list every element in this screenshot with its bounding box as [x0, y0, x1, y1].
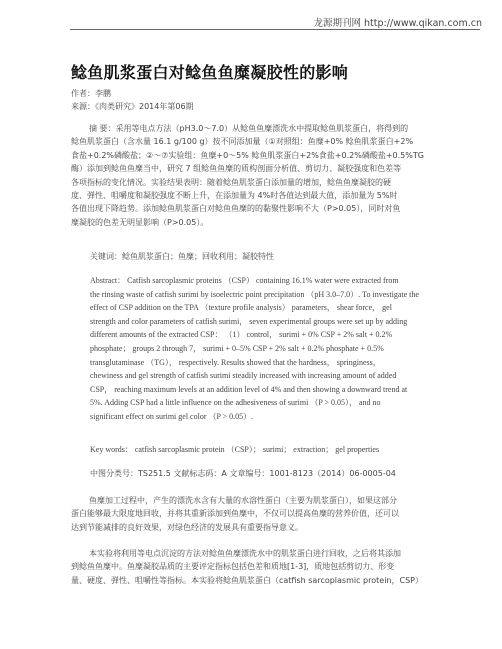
article-author: 作者：李鹏 [71, 89, 111, 98]
abstract-line: 食盐+0.2%磷酸盐；②～⑦实验组：鱼糜+0～5% 鲶鱼肌浆蛋白+2%食盐+0.2%磷酸盐+0.5%TG [71, 150, 424, 160]
abstract-line: effect of CSP addition on the TPA （texture profile analysis） parameters， shear force， gel [90, 303, 392, 313]
header-divider [70, 29, 480, 30]
abstract-line: chewiness and gel strength of catfish surimi steadily increased with increasing amount of added [90, 371, 397, 381]
abstract-line: transglutaminase （TG）， respectively. Results showed that the hardness， springiness， [90, 357, 381, 367]
chinese-keywords: 关键词：鲶鱼肌浆蛋白；鱼糜；回收利用；凝胶特性 [90, 252, 274, 261]
site-header[interactable]: 龙源期刊网 http://www.qikan.com.cn [313, 18, 482, 29]
abstract-line: 酶）添加到鲶鱼鱼糜当中，研究 7 组鲶鱼鱼糜的质构剖面分析值、剪切力、凝胶强度和色差等 [71, 164, 402, 174]
abstract-line: 摘 要：采用等电点方法（pH3.0～7.0）从鲶鱼鱼糜漂洗水中提取鲶鱼肌浆蛋白，将得到的 [89, 124, 409, 133]
body-line: 鱼糜加工过程中，产生的漂洗水含有大量的水溶性蛋白（主要为肌浆蛋白），如果这部分 [89, 496, 397, 505]
abstract-line: phosphate； groups 2 through 7， surimi + 0–5% CSP + 2% salt + 0.2% phosphate + 0.5% [90, 343, 384, 353]
english-keywords: Key words： catfish sarcoplasmic protein （CSP）； surimi； extraction； gel properties [90, 445, 380, 454]
classification-info: 中图分类号：TS251.5 文献标志码：A 文章编号：1001-8123（2014）06-0005-04 [90, 469, 396, 478]
body-paragraph [71, 547, 437, 587]
article-source: 来源：《肉类研究》2014年第06期 [71, 102, 194, 111]
abstract-line: 5%. Adding CSP had a little influence on the adhesiveness of surimi （P > 0.05）， and no [90, 398, 381, 408]
english-abstract [90, 274, 436, 424]
body-line: 到鲶鱼鱼糜中。鱼糜凝胶品质的主要评定指标包括色差和质地[1-3]，质地包括剪切力、形变 [71, 562, 395, 572]
abstract-line: different amounts of the extracted CSP： （1） control， surimi + 0% CSP + 2% salt + 0.2% [90, 330, 393, 340]
chinese-abstract [71, 122, 437, 229]
body-line: 本实验将利用等电点沉淀的方法对鲶鱼鱼糜漂洗水中的肌浆蛋白进行回收，之后将其添加 [89, 549, 401, 558]
abstract-line: 各值出现下降趋势。添加鲶鱼肌浆蛋白对鲶鱼鱼糜的的黏聚性影响不大（P>0.05），同时对鱼 [71, 204, 401, 214]
body-line: 达到节能减排的良好效果，对绿色经济的发展具有重要指导意义。 [71, 522, 303, 532]
abstract-line: Abstract： Catfish sarcoplasmic proteins （CSP） containing 16.1% water were extracted from [90, 276, 399, 285]
abstract-line: 糜凝胶的色差无明显影响（P>0.05）。 [71, 217, 209, 227]
abstract-line: 度、弹性、咀嚼度和凝胶强度不断上升，在添加量为 4%时各值达到最大值，添加量为 5%时 [71, 191, 398, 201]
abstract-line: significant effect on surimi gel color （P > 0.05）. [90, 411, 254, 421]
article-title: 鲶鱼肌浆蛋白对鲶鱼鱼糜凝胶性的影响 [71, 63, 349, 82]
abstract-line: 鲶鱼肌浆蛋白（含水量 16.1 g/100 g）按不同添加量（①对照组：鱼糜+0% 鲶鱼肌浆蛋白+2% [71, 137, 414, 147]
body-line: 蛋白能够最大限度地回收，并将其重新添加到鱼糜中，不仅可以提高鱼糜的营养价值，还可以 [71, 509, 399, 519]
abstract-line: 各项指标的变化情况。实验结果表明：随着鲶鱼肌浆蛋白添加量的增加，鲶鱼鱼糜凝胶的硬 [71, 177, 391, 187]
abstract-line: strength and color parameters of catfish surimi， seven experimental groups were set up by adding [90, 316, 408, 326]
body-paragraph [71, 494, 437, 534]
abstract-line: CSP， reaching maximum levels at an addition level of 4% and then showing a downward trend at [90, 384, 408, 394]
abstract-line: the rinsing waste of catfish surimi by isoelectric point precipitation （pH 3.0–7.0）. To investigate the [90, 289, 419, 299]
body-line: 量、硬度、弹性、咀嚼性等指标。本实验将鲶鱼肌浆蛋白（catfish sarcoplasmic protein，CSP） [71, 575, 423, 585]
